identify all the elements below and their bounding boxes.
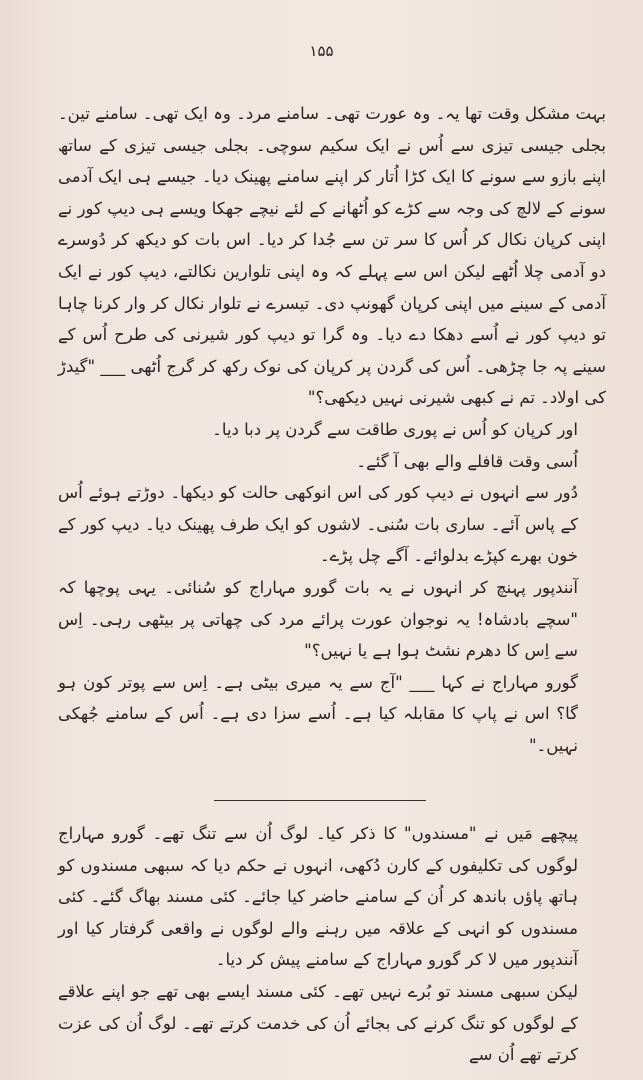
section-one (58, 98, 606, 761)
paragraph: لیکن سبھی مسند تو بُرے نہیں تھے۔ کئی مسند ایسے بھی تھے جو اپنے علاقے کے لوگوں کو تنگ کرنے کی بجائے اُن کی خدمت کرتے تھے۔ لوگ اُن کی عزت کرتے تھے اُن سے (58, 981, 578, 1065)
section-two (58, 818, 606, 1071)
paragraph: گورو مہاراج نے کہا ___ "آج سے یہ میری بیٹی ہے۔ اِس سے پوتر کون ہو گا؟ اس نے پاپ کا مقابلہ کیا ہے۔ اُسے سزا دی ہے۔ اُس کے سامنے جُھکی نہیں۔" (58, 672, 578, 755)
paragraph: پیچھے مَیں نے "مسندوں" کا ذکر کیا۔ لوگ اُن سے تنگ تھے۔ گورو مہاراج لوگوں کی تکلیفوں کے کارن دُکھی، انہوں نے حکم دیا کہ سبھی مسندوں کو ہاتھ پاؤں باندھ کر اُن کے سامنے حاضر کیا جائے۔ کئی مسند بھاگ گئے۔ کئی مسندوں کو انہی کے علاقہ میں رہنے والے لوگوں نے واقعی گرفتار کیا اور آنندپور میں لا کر گورو مہاراج کے سامنے پیش کر دیا۔ (58, 824, 578, 970)
paragraph: بہت مشکل وقت تھا یہ۔ وہ عورت تھی۔ سامنے مرد۔ وہ ایک تھی۔ سامنے تین۔ بجلی جیسی تیزی سے اُس نے ایک سکیم سوچی۔ بجلی جیسی تیزی کے ساتھ اپنے بازو سے سونے کا ایک کڑا اُتار کر اپنے سامنے پھینک دیا۔ جیسے ہی ایک آدمی سونے کے لالچ کی وجہ سے کڑے کو اُٹھانے کے لئے نیچے جھکا ویسے ہی دیپ کور نے اپنی کرپان نکال کر اُس کا سر تن سے جُدا کر دیا۔ اس بات کو دیکھ کر دُوسرے دو آدمی چلا اُٹھے لیکن اس سے پہلے کہ وہ اپنی تلوارین نکالتے، دیپ کور نے ایک آدمی کے سینے میں اپنی کرپان گھونپ دی۔ تیسرے نے تلوار نکال کر وار کرنا چاہا تو دیپ کور نے اُسے دھکا دے دیا۔ وہ گرا تو دیپ کور شیرنی کی طرح اُس کے سینے پہ جا چڑھی۔ اُس کی گردن پر کرپان کی نوک رکھ کر گرج اُٹھی ___ "گیدڑ کی اولاد۔ تم نے کبھی شیرنی نہیں دیکھی؟" (58, 104, 606, 408)
paragraph: دُور سے انہوں نے دیپ کور کی اس انوکھی حالت کو دیکھا۔ دوڑتے ہوئے اُس کے پاس آئے۔ ساری بات سُنی۔ لاشوں کو ایک طرف پھینک دیا۔ دیپ کور کے خون بھرے کپڑے بدلوائے۔ آگے چل پڑے۔ (58, 483, 578, 566)
section-divider (214, 800, 426, 801)
paragraph: آنندپور پہنچ کر انہوں نے یہ بات گورو مہاراج کو سُنائی۔ یہی پوچھا کہ "سچے بادشاہ! یہ نوجوان عورت پرائے مرد کی چھاتی پر بیٹھی رہی۔ اِس سے اِس کا دھرم نشٹ ہوا ہے یا نہیں؟" (58, 577, 578, 661)
paragraph: اور کرپان کو اُس نے پوری طاقت سے گردن پر دبا دیا۔ (212, 419, 578, 439)
paragraph: اُسی وقت قافلے والے بھی آ گئے۔ (356, 451, 578, 471)
page-number: ۱۵۵ (309, 42, 334, 60)
